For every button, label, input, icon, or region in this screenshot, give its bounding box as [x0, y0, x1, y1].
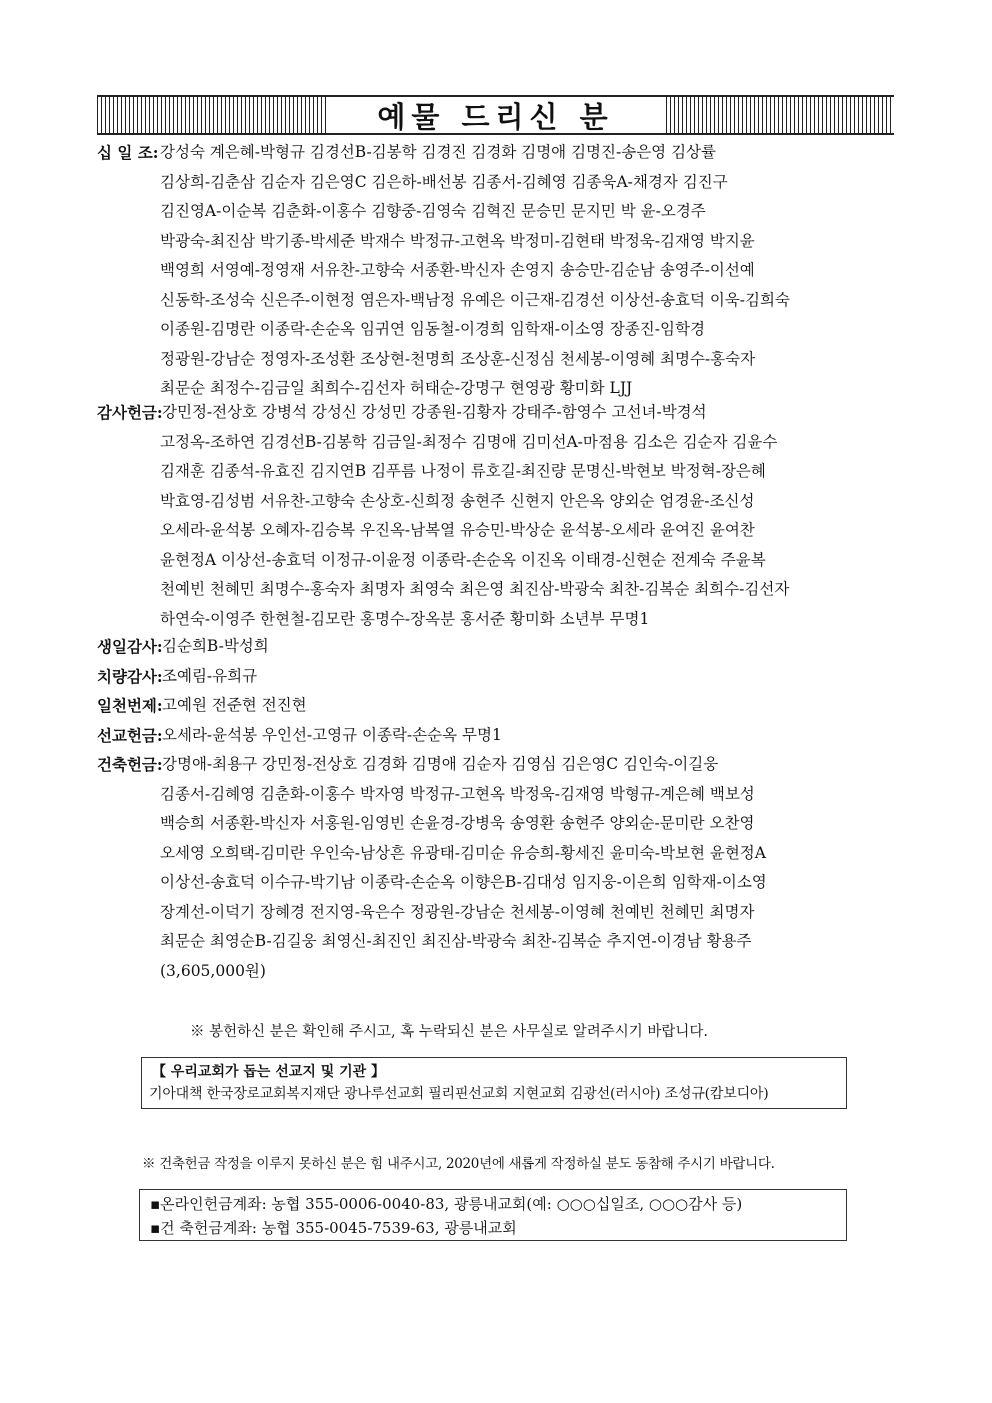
building-offering-names-line: 김종서-김혜영 김춘화-이홍수 박자영 박정규-고현옥 박정욱-김재영 박형규-계은혜 백보성: [160, 784, 755, 803]
building-account-line: ▪건 축헌금계좌: 농협 355-0045-7539-63, 광릉내교회: [150, 1219, 517, 1237]
mission-offering-names-line: 오세라-윤석봉 우인선-고영규 이종락-손순옥 무명1: [162, 726, 502, 744]
mission-support-box: [141, 1057, 847, 1109]
thanks-offering-names-line: 천예빈 천혜민 최명수-홍숙자 최명자 최영숙 최은영 최진삼-박광숙 최찬-김복순 최희수-김선자: [160, 580, 790, 598]
thanks-offering-names-line: 김재훈 김종석-유효진 김지연B 김푸름 나정이 류호길-최진량 문명신-박현보 박정혁-장은혜: [160, 462, 766, 480]
building-offering-names-line: 장계선-이덕기 장혜경 전지영-육은수 정광원-강남순 천세봉-이영혜 천예빈 천혜민 최명자: [160, 902, 755, 921]
building-offering-label: 건축헌금:: [97, 755, 163, 774]
thanks-offering-names-line: 박효영-김성범 서유찬-고향숙 손상호-신희정 송현주 신현지 안은옥 양외순 엄경윤-조신성: [160, 491, 755, 510]
birthday-thanks-label: 생일감사:: [97, 637, 163, 656]
building-offering-names-line: 이상선-송효덕 이수규-박기남 이종락-손순옥 이향은B-김대성 임지웅-이은희 임학재-이소영: [160, 873, 767, 891]
mission-offering-label: 선교헌금:: [97, 726, 163, 745]
building-offering-names-line: 오세영 오희택-김미란 우인숙-남상흔 유광태-김미순 유승희-황세진 윤미숙-박보현 윤현정A: [160, 843, 766, 862]
vehicle-thanks-names-line: 조예림-유희규: [162, 667, 258, 685]
thanks-offering-names-line: 하연숙-이영주 한현철-김모란 홍명수-장옥분 홍서준 황미화 소년부 무명1: [160, 609, 650, 628]
thousand-offering-label: 일천번제:: [97, 696, 163, 715]
tithe-names-line: 김진영A-이순복 김춘화-이홍수 김향중-김영숙 김혁진 문승민 문지민 박 윤-오경주: [160, 202, 706, 220]
tithe-label: 십 일 조:: [97, 143, 159, 162]
thanks-offering-names-line: 고정옥-조하연 김경선B-김봉학 김금일-최정수 김명애 김미선A-마점용 김소은 김순자 김윤수: [160, 432, 778, 451]
thanks-offering-names-line: 강민정-전상호 강병석 강성신 강성민 강종원-김황자 강태주-함영수 고선녀-박경석: [162, 403, 707, 421]
birthday-thanks-names-line: 김순희B-박성희: [162, 637, 269, 655]
tithe-names-line: 이종원-김명란 이종락-손순옥 임귀연 임동철-이경희 임학재-이소영 장종진-임학경: [160, 320, 705, 338]
mission-box-title: 【 우리교회가 돕는 선교지 및 기관 】: [152, 1064, 386, 1080]
thanks-offering-names-line: 오세라-윤석봉 오혜자-김승복 우진옥-남복열 유승민-박상순 윤석봉-오세라 윤여진 윤여찬: [160, 521, 755, 539]
thanks-offering-label: 감사헌금:: [97, 403, 163, 422]
online-account-line: ▪온라인헌금계좌: 농협 355-0006-0040-83, 광릉내교회(예: ○○○십일조, ○○○감사 등): [150, 1195, 743, 1213]
building-offering-names-line: 백승희 서종환-박신자 서홍원-임영빈 손윤경-강병욱 송영환 송현주 양외순-문미란 오찬영: [160, 814, 755, 832]
tithe-names-line: 박광숙-최진삼 박기종-박세준 박재수 박정규-고현옥 박정미-김현태 박정욱-김재영 박지윤: [160, 231, 755, 250]
tithe-names-line: 김상희-김춘삼 김순자 김은영C 김은하-배선봉 김종서-김혜영 김종욱A-채경자 김진구: [160, 172, 728, 191]
tithe-names-line: 정광원-강남순 정영자-조성환 조상현-천명희 조상훈-신정심 천세봉-이영혜 최명수-홍숙자: [160, 349, 756, 368]
thanks-offering-names-line: 윤현정A 이상선-송효덕 이정규-이윤정 이종락-손순옥 이진옥 이태경-신현순 전계숙 주윤복: [160, 550, 766, 569]
title-banner: [97, 95, 894, 135]
building-fund-notice: ※ 건축헌금 작정을 이루지 못하신 분은 힘 내주시고, 2020년에 새롭게 작정하실 분도 동참해 주시기 바랍니다.: [142, 1156, 775, 1172]
page-title: 예물 드리신 분: [326, 95, 666, 135]
building-offering-names-line: (3,605,000원): [160, 961, 266, 980]
account-info-box: [139, 1189, 847, 1241]
tithe-names-line: 백영희 서영예-정영재 서유찬-고향숙 서종환-박신자 손영지 송승만-김순남 송영주-이선예: [160, 261, 755, 279]
tithe-names-line: 강성숙 계은혜-박형규 김경선B-김봉학 김경진 김경화 김명애 김명진-송은영 김상률: [160, 143, 716, 161]
building-offering-names-line: 최문순 최영순B-김길웅 최영신-최진인 최진삼-박광숙 최찬-김복순 추지연-이경남 황용주: [160, 932, 752, 950]
thousand-offering-names-line: 고예원 전준현 전진현: [162, 696, 307, 714]
title-hatch-left: [97, 95, 326, 135]
confirmation-notice: ※ 봉헌하신 분은 확인해 주시고, 혹 누락되신 분은 사무실로 알려주시기 바랍니다.: [190, 1024, 709, 1040]
mission-box-list: 기아대책 한국장로교회복지재단 광나루선교회 필리핀선교회 지현교회 김광선(러시아) 조성규(캄보디아): [149, 1086, 769, 1102]
title-hatch-right: [666, 95, 895, 135]
tithe-names-line: 신동학-조성숙 신은주-이현정 염은자-백남정 유예은 이근재-김경선 이상선-송효덕 이욱-김희숙: [160, 290, 790, 309]
tithe-names-line: 최문순 최정수-김금일 최희수-김선자 허태순-강명구 현영광 황미화 LJJ: [160, 379, 633, 397]
vehicle-thanks-label: 치량감사:: [97, 667, 163, 686]
building-offering-names-line: 강명애-최용구 강민정-전상호 김경화 김명애 김순자 김영심 김은영C 김인숙-이길웅: [162, 755, 719, 773]
